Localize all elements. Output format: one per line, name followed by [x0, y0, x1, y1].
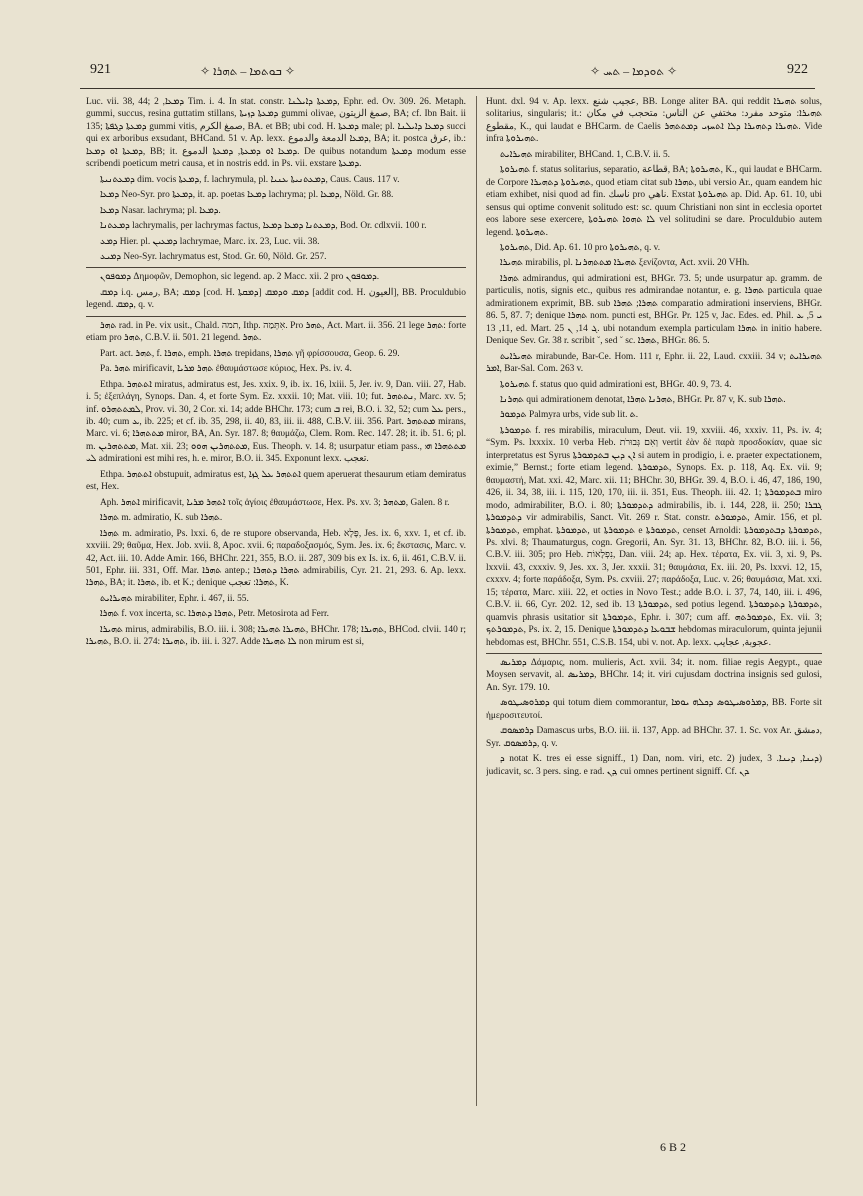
page-number-left: 921 — [90, 62, 111, 77]
entry: Ethpa. ܐܬܬܗܪ obstupuit, admiratus est, ܐܬܬܗܪ ܥܠ ܓܙܐ quem aperuerat thesaurum etiam demiratus est, Hex. — [86, 469, 466, 493]
entry: ܬܕܡܘܪܬܐ f. res mirabilis, miraculum, Deut. vii. 19, xxviii. 46, xxxiv. 11, Ps. iv. 4; “Sym. Ps. lxxxix. 10 verba Heb. וְאִם גְּבוּרֹת vertit ἐὰν δὲ παρὰ προσδοκίαν, quae sic interpretatus est Syrus ܐܢ ܕܝܢ ܒܬܕܡܘܪܬܐ si autem in prodigio, i. e. praeter expectationem, eximie,” Bernst.; forte etiam legend. ܬܕܡܘܪܬܐ, Synops. Ex. p. 118, Aq. Ex. vii. 9; θαυμαστή, Mat. xxi. 42, Marc. xii. 11; BHChr. 30, BHGr. 39. 4, B.O. i. 46, 47, 186, 190, 426, ii. 34, 38, iii. i. 115, 120, 170, iii. ii. 351, Eus. Theoph. iii. 42. 1; ܒܬܕܡܘܪܬܐ miro modo, admirabiliter, B.O. i. 80; ܕܬܕܡܘܪܬܐ admirabilis, ib. i. 144, 228, ii. 250; ܓܒܪܐ ܕܬܕܡܘܪܬܐ vir admirabilis, Sanct. Vit. 269 r. Stat. constr. ܬܕܡܘܪܬ, Amir. 156, et pl. ܬܕܡܘܪܬܐ, emphat. ܬܕܡܘܪܬܐ, ut ܬܕܡܘܪܬܐ e ܬܕܡܘܪܬܐ, censet Arnoldi: ܬܕܡܘܪܬܐ ܕܒܬܕܡܘܪܬܐ, Ps. xlvi. 8; Thaumaturgus, cogn. Gregorii, An. Syr. 31. 13, BHChr. 82, B.O. iii. i. 56, C.B.V. iii. 305; pro Heb. נִפְלָאוֹת, Dan. viii. 24; ap. Hex. τέρατα, Ex. vii. 3, xi. 9, Ps. lxxvii. 43, cxxxiv. 9, Jes. xx. 3, Jer. xxxii. 31; θαυμάσια, Ex. iii. 20, Ps. lxxvi. 12, 15, cxxxv. 4; forte παράδοξα, Sym. Ps. cxviii. 27; παράδοξα, Luc. v. 26; θαυμάσια, Mat. xxi. 15; τέρατα, Marc. xiii. 22, et octies in Novo Test.; adde B.O. i. 37, 74, 140, iii. i. 496, C.B.V. ii. 66, Cyr. 202. 12, sed ib. 13 ܬܕܡܘܪܬܐ, sed potius legend. ܬܕܡܘܪܬܐ ܕܬܕܡܘܪܬܐ, quamvis phrasis usitatior sit ܬܕܡܘܪܬܐ, Ephr. i. 307; cum aff. ܬܕܡܘܪܬܗ, Ex. vii. 3; ܬܕܡܘܪܬܟ, Ps. ix. 2, 15. Denique ܫܒܘܥܐ ܕܬܕܡܘܪܬܐ hebdomas miraculorum, quinta jejunii hebdomas est, BHChr. 551, C.S.B. 154, ubi v. not. Ap. lexx. عجوبة, عجايب. — [486, 425, 822, 648]
running-header — [90, 62, 808, 86]
entry: ܕܡܝܥ Neo-Syr. lachrymatus est, Stod. Gr. 60, Nöld. Gr. 257. — [100, 251, 327, 262]
entry: ܬܗܪܢܐ qui admirationem denotat, ܬܗܪܢܐ ܬܗܪܐ, BHGr. Pr. 87 v, K. sub ܬܗܪܐ. — [500, 394, 786, 405]
entry: Luc. vii. 38, 44; ܕܡܥܐ, 2 Tim. i. 4. In stat. constr. ܕܡܥܬܐ ܕܐܝܠܢܐ, Ephr. ed. Ov. 309. 26. Metaph. gummi, succus, resina guttatim stillans, ܕܡܥܬܐ ܕܙܝܬܐ gummi olivae, صمغ الزيتون, BA; cf. Ibn Bait. ii 135; ܕܡܥܬܐ ܕܓܦܬܐ gummi vitis, صمغ الكرم, BA. et BB; ubi cod. H. ܕܡܥܬܐ male; pl. ܕܡܥܐ ܕܐܝܠܢܐ succi qui ex arboribus exsudant, BHCand. 51 v. Ap. lexx. ܕܡܥܐ الدمعة والدموع, BA; it. postca عرق, ib.: ܕܡܥܬܐ ܐܘ ܕܡܥܐ, BB; it. ܕܡܥܐ ܐܘ ܕܡܥܬܐ, ܕܡܥܬܐ الدموع. De quibus notandum ܕܡܥܬܐ modum esse scribendi poeticum metri causa, et in nostris edd. in Ps. vii. exstare ܕܡܥܬܐ. — [86, 97, 466, 170]
entry: ܕ notat K. tres ei esse signiff., 1) Dan, nom. viri, etc. 2) judex, ܕܝܢܐ, ܕܝܢܐ. 3) judicavit, sc. 3 pers. sing. e rad. ܕܢ, cui omnes pertinent signiff. Cf. ܕܢ. — [486, 754, 822, 777]
entry: ܕܡܩ i.q. رمس, BA; ܕܡܩ [cod. H. ܕܡܩܬܐ] ܕܡܩ ܘܕܡܩ [addit cod. H. العيون], BB. Proculdubio legend. ܕܡܩ, q. v. — [86, 287, 466, 311]
entry: ܕܡܥܐ Neo-Syr. pro ܕܡܥܬܐ, it. ap. poetas ܕܡܥܐ lachryma; pl. ܕܡܥܐ, Nöld. Gr. 88. — [100, 190, 394, 201]
entry: ܕܪܡܣܘܩ Damascus urbs, B.O. iii. ii. 137, App. ad BHChr. 37. 1. Sc. vox Ar. دمشق, Syr. ܕܪܡܣܘܩ, q. v. — [486, 726, 822, 749]
entry: Part. act. ܬܗܪ, f. ܬܗܪܐ, emph. ܬܗܪܐ trepidans, ܬܗܪܐ γῆ φρίσσουσα, Geop. 6. 29. — [100, 348, 400, 359]
entry: ܬܗܪ rad. in Pe. vix usit., Chald. תמה, Ithp. אִתְּמַה. Pro ܬܗܪ, Act. Mart. ii. 356. 21 lege ܬܗܪ: forte etiam pro ܬܗܪ, C.B.V. ii. 501. 21 legend. ܬܗܪ. — [86, 316, 466, 345]
entry: ܕܡܪܘܣܝܛܘܣ qui totum diem commorantur, ܕܡܪܘܣܝܛܘܣ ܕܟܠܗ ܝܘܡܐ, BB. Forte sit ἡμεροσιτευτοί. — [486, 698, 822, 721]
entry: Aph. ܐܬܗܪ mirificavit, ܐܬܗܪ ܡܪܝܐ τοῖς ἁγίοις ἐθαυμάστωσε, Hex. Ps. xv. 3; ܡܬܗܪ, Galen. 8 r. — [100, 497, 450, 508]
right-column — [486, 96, 822, 1106]
left-column — [86, 96, 466, 1106]
entry: ܬܗܪܐ admirandus, qui admirationi est, BHGr. 73. 5; unde usurpatur ap. gramm. de particulis, notis, signis etc., quibus res admirandae notantur, e. g. ܬܗܪܐ particula quae admirationem exprimit, BB. sub ܬܗܪܐ; ܬܗܪܐ comparatio admirationi inserviens, BHGr. 86. 5, 87. 7; denique ܬܗܪܐ nom. puncti est, BHGr. Pr. 125 v, Jac. Edes. ed. Phil. ܝ 5, ܥ 11, 13, ed. Mart. ܓ 14, ܢ 25. ubi notandum exempla particulam ܬܗܪܐ in initio habere. Denique Sev. Gr. 38 r. scribit ˘, sed ˘ sc. ܬܗܪܐ, BHGr. 86. 5. — [486, 273, 822, 347]
page-number-right: 922 — [787, 62, 808, 77]
entry: Pa. ܬܗܪ mirificavit, ܬܗܪ ܡܪܝܐ ἐθαυμάστωσε κύριος, Hex. Ps. iv. 4. — [100, 364, 352, 375]
entry: ܬܗܝܪܘܬܐ, Did. Ap. 61. 10 pro ܬܗܝܪܘܬܐ, q. v. — [500, 242, 661, 253]
entry: ܬܗܪܐ m. admiratio, Ps. lxxi. 6, de re stupore observanda, Heb. פֶּלֶא, Jes. ix. 6, xxv. 1, et cf. ib. xxviii. 29; θαῦμα, Hex. Job. xvii. 8, Apoc. xvii. 6; παραδοξασμός, Sym. Jes. ix. 6; ἔκστασις, Marc. v. 42, Act. iii. 10. Adde Amir. 166, BHChr. 221, 355, B.O. ii. 287, 309 bis ex Is. ix. 6, ii. 461, C.B.V. ii. 501, Ephr. iii. 331, Off. Mar. ܬܗܪܐ antep.; ܬܗܪܐ ܕܬܗܪܐ admirabilis, Cyr. 21. 21, 293. 6. Ap. lexx. ܬܗܪܐ, BA; it. ܬܗܪܐ, ib. et K.; denique ܬܗܪܐ: تعجب, K. — [86, 528, 466, 589]
entry: ܬܗܝܪܐ mirabilis, pl. ܬܗܝܪܐ ܡܬܬܗܪܢܐ ξενίζοντα, Act. xvii. 20 VHh. — [500, 258, 750, 269]
running-title-left: ✧ ܒܘܬܡܐ ‒ ܬܗܪܐ ✧ — [200, 64, 295, 78]
entry: ܕܡܘܦܘܢ Δημοφῶν, Demophon, sic legend. ap. 2 Macc. xii. 2 pro ܕܡܘܦܘܢ. — [86, 267, 466, 283]
entry: ܕܡܥܬܢܐ lachrymalis, per lachrymas factus, ܕܡܥܬܢܐ ܕܡܥܐ ܕܡܥܐ, Bod. Or. cdlxvii. 100 r. — [100, 221, 427, 232]
entry: ܬܗܪܐ f. vox incerta, sc. ܬܗܪܐ ܕܬܗܪܐ, Petr. Metosirota ad Ferr. — [100, 609, 329, 620]
column-divider — [476, 96, 477, 1106]
entry: ܕܡܪܝܣ Δάμαρις, nom. mulieris, Act. xvii. 34; it. nom. filiae regis Aegypt., quae Moysen servavit, al. ܕܡܪܝܣ, BHChr. 14; it. viri cujusdam doctrina insignis sed gulosi, An. Syr. 179. 10. — [486, 653, 822, 694]
entry: ܕܡܥ Hier. pl. ܕܡܥܝܢ lachrymae, Marc. ix. 23, Luc. vii. 38. — [100, 236, 320, 247]
entry: ܬܕܡܘܪ Palmyra urbs, vide sub lit. ܬ. — [500, 410, 639, 421]
header-rule — [80, 88, 815, 89]
entry: ܕܡܥܬܢܝܬܐ dim. vocis ܕܡܥܬܐ, f. lachrymula, pl. ܕܡܥܬܢܝܬܐ ܥܢܝܐ, Caus. Caus. 117 v. — [100, 174, 400, 185]
entry: ܬܗܝܪܘܬܐ f. status solitarius, separatio, قطاعة, BA; ܬܗܝܪܘܬܐ, K., qui laudat e BHCarm. de Corpore ܬܗܝܪܘܬܐ ܕܬܗܝܪܐ, quod etiam citat sub ܬܗܪܐ, ubi versio Ar., quam eandem hic etiam exhibet, nisi quod ad fin. ناسك pro ناهي. Exstat ܬܗܝܪܘܬܐ ap. Did. Ap. 61. 10, ubi sensus qui optime convenit solitudo est: sc. quum Christiani non sint in ecclesia oportet eos labore sese exercere, ܠܐ ܬܗܘܐ ܬܗܝܪܘܬܐ vel solitudini se dare. Proculdubio autem legend. ܬܗܝܪܘܬܐ. — [486, 165, 822, 238]
entry: Ethpa. ܐܬܬܗܪ miratus, admiratus est, Jes. xxix. 9, ib. ix. 16, lxiii. 5, Jer. iv. 9, Dan. viii. 27, Hab. i. 5; ἐξεπλάγη, Synops. Dan. 4, et forte Sym. Ez. xxxii. 10; Mat. viii. 10; fut. ܢܬܬܗܪ, Marc. xv. 5; inf. ܠܡܬܬܗܪܘ, Prov. vi. 30, 2 Cor. xi. 14; adde BHChr. 173; cum ܒ rei, B.O. i. 32, 52; cum ܥܠ pers., ib. 40; cum ܥ, ib. 225; et cf. ib. 35, 298, ii. 40, 83, iii. ii. 488, C.B.V. iii. 356. Part. ܡܬܬܗܪ mirans, Marc. vi. 6; ܡܬܬܗܪܐ miror, BA, An. Syr. 187. 8; θαυμάζω, Clem. Rom. Rec. 147. 28; it. ib. 51. 6; pl. m. ܡܬܬܗܪܝܢ, Mat. xii. 23; ܡܬܬܗܪܝܢ ܗܘܘ, Eus. Theoph. v. 14. 8; usurpatur etiam pass., ܡܬܬܗܪܐ ܗܝ ܠܝ admirationi est mihi res, h. e. miror, B.O. ii. 345. Exponunt lexx. تعجب. — [86, 379, 466, 465]
entry: ܬܗܝܪܐ mirus, admirabilis, B.O. iii. i. 308; ܬܗܝܪܐ ܬܗܝܪܐ, BHChr. 178; ܬܗܝܪܐ, BHCod. clvii. 140 r; ܬܗܝܪܐ, B.O. ii. 274: ܬܗܝܪܐ, ib. iii. i. 327. Adde ܠܐ ܬܗܝܪܐ non mirum est si, — [86, 624, 466, 648]
entry: ܕܡܥܐ Nasar. lachryma; pl. ܕܡܥܐ. — [100, 205, 221, 216]
entry: ܬܗܝܪܘܬܐ f. status quo quid admirationi est, BHGr. 40. 9, 73. 4. — [500, 379, 732, 390]
entry: ܬܗܝܪܐܝܬ mirabiliter, Ephr. i. 467, ii. 55. — [100, 593, 249, 604]
entry: ܬܗܪܐ m. admiratio, K. sub ܬܗܪܐ. — [100, 513, 223, 524]
entry: ܬܗܝܪܐܝܬ mirabunde, Bar-Ce. Hom. 111 r, Ephr. ii. 22, Laud. cxxiii. 34 v; ܬܗܝܪܐܝܬ ܐܡܪ, Bar-Sal. Com. 263 v. — [486, 351, 822, 375]
signature-mark: 6 B 2 — [660, 1140, 687, 1154]
entry: ܬܗܝܪܐܝܬ mirabiliter, BHCand. 1, C.B.V. ii. 5. — [500, 149, 671, 160]
running-title-right: ✧ ܬܘܕܡܐ ‒ ܬܚ ✧ — [590, 64, 678, 78]
entry: Hunt. dxl. 94 v. Ap. lexx. عجيب شنع, BB. Longe aliter BA. qui reddit ܬܗܝܪܐ solus, solitarius, singularis; it.: ܬܗܝܪܐ: متوحد مفرد: مختفي عن الناس: متحجب في مكان مقطوع, K., qui laudat e BHCarm. de Caelis ܬܗܝܪܐ ܕܬܗܝܪܐ ܕܠܐ ܐܬܚܙܝ ܕܡܬܬܗܪ. Vide infra ܬܗܝܪܘܬܐ. — [486, 97, 822, 145]
